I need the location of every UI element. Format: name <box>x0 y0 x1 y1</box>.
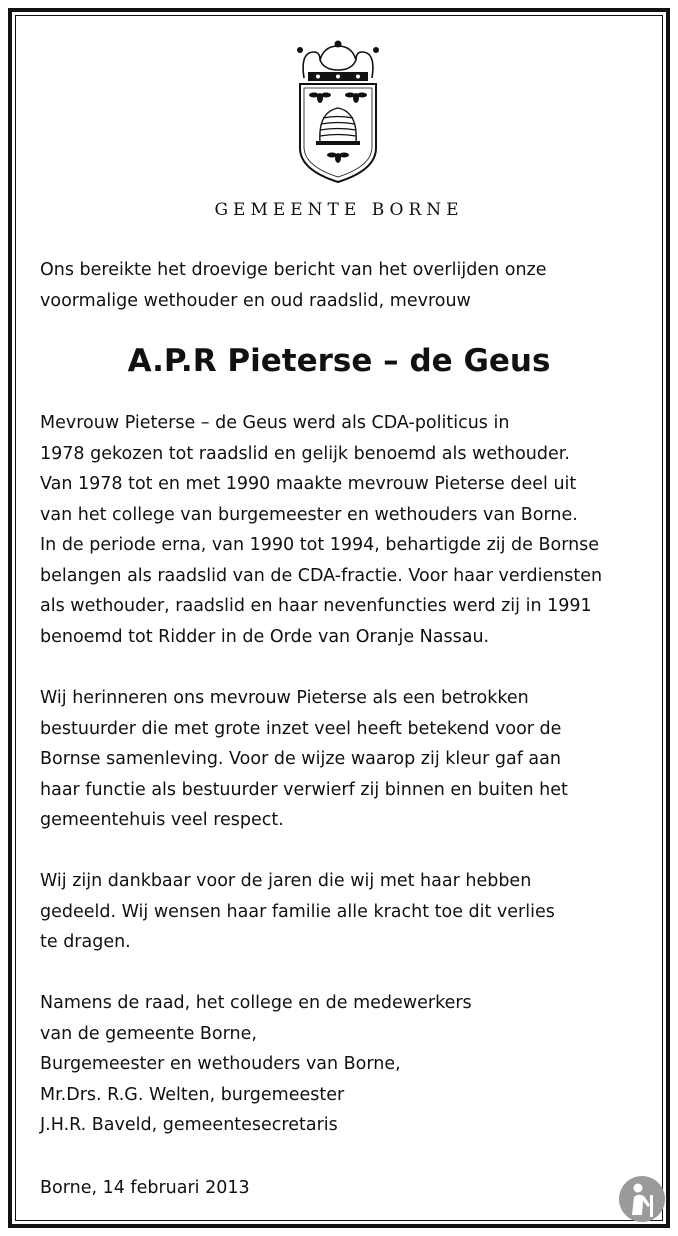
paragraph-line: als wethouder, raadslid en haar nevenfuncties werd zij in 1991 <box>40 596 592 616</box>
paragraph-line: Bornse samenleving. Voor de wijze waarop zij kleur gaf aan <box>40 749 561 769</box>
paragraph-line: haar functie als bestuurder verwierf zij binnen en buiten het <box>40 779 568 800</box>
paragraph-line: Van 1978 tot en met 1990 maakte mevrouw Pieterse deel uit <box>40 474 577 494</box>
signature-line: van de gemeente Borne, <box>40 1023 257 1044</box>
intro-text <box>40 255 640 316</box>
paragraph-gratitude <box>40 866 640 958</box>
paragraph-biography <box>40 408 640 652</box>
signature-line: J.H.R. Baveld, gemeentesecretaris <box>40 1115 338 1135</box>
deceased-name: A.P.R Pieterse – de Geus <box>127 343 551 379</box>
crest-beehive-crown-icon <box>290 38 386 188</box>
signature-line: Mr.Drs. R.G. Welten, burgemeester <box>40 1084 345 1105</box>
date-text: Borne, 14 februari 2013 <box>40 1178 250 1198</box>
signature-line: Burgemeester en wethouders van Borne, <box>40 1054 401 1074</box>
mourning-figure-icon <box>618 1175 666 1223</box>
paragraph-line: bestuurder die met grote inzet veel heeft betekend voor de <box>40 718 562 739</box>
paragraph-line: te dragen. <box>40 932 131 952</box>
intro-line: Ons bereikte het droevige bericht van het overlijden onze <box>40 260 547 280</box>
paragraph-line: van het college van burgemeester en wethouders van Borne. <box>40 504 578 525</box>
paragraph-line: 1978 gekozen tot raadslid en gelijk benoemd als wethouder. <box>40 443 570 464</box>
paragraph-line: Mevrouw Pieterse – de Geus werd als CDA-politicus in <box>40 413 510 433</box>
paragraph-line: benoemd tot Ridder in de Orde van Oranje Nassau. <box>40 626 490 647</box>
municipality-name: GEMEENTE BORNE <box>214 200 464 220</box>
paragraph-line: Wij herinneren ons mevrouw Pieterse als een betrokken <box>40 688 529 708</box>
paragraph-line: Wij zijn dankbaar voor de jaren die wij met haar hebben <box>40 871 532 891</box>
paragraph-line: gedeeld. Wij wensen haar familie alle kracht toe dit verlies <box>40 901 555 922</box>
paragraph-line: gemeentehuis veel respect. <box>40 810 284 830</box>
intro-line: voormalige wethouder en oud raadslid, mevrouw <box>40 290 471 311</box>
signature-block <box>40 988 640 1141</box>
date-line <box>40 1173 640 1204</box>
paragraph-line: In de periode erna, van 1990 tot 1994, behartigde zij de Bornse <box>40 535 600 555</box>
paragraph-line: belangen als raadslid van de CDA-fractie. Voor haar verdiensten <box>40 565 603 586</box>
signature-line: Namens de raad, het college en de medewerkers <box>40 993 472 1013</box>
paragraph-remembrance <box>40 683 640 836</box>
